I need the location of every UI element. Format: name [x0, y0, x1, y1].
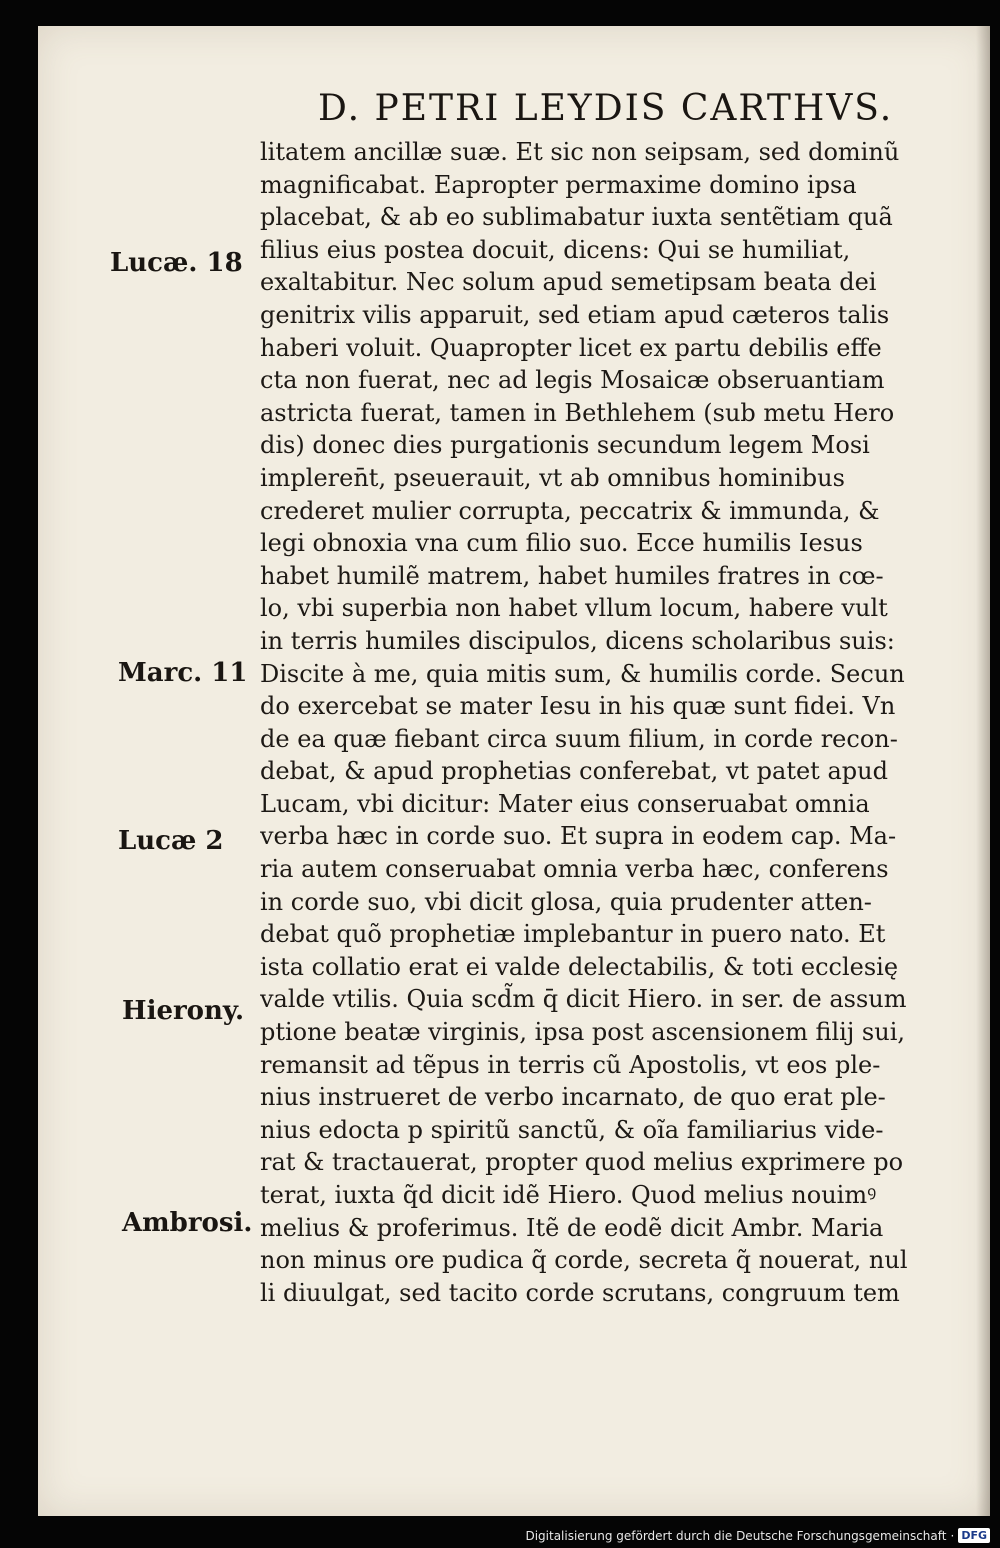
text-line: exaltabitur. Nec solum apud semetipsam beata dei [260, 268, 877, 297]
text-line: haberi voluit. Quapropter licet ex partu debilis effe [260, 333, 882, 362]
margin-note-ambrosi: Ambrosi. [122, 1208, 253, 1238]
text-line: crederet mulier corrupta, peccatrix & immunda, & [260, 496, 880, 525]
text-line: debat quõ prophetiæ implebantur in puero nato. Et [260, 920, 886, 949]
footer-separator: · [950, 1528, 955, 1543]
text-line: melius & proferimus. Itẽ de eodẽ dicit Ambr. Maria [260, 1213, 884, 1242]
dfg-logo-icon: DFG [958, 1528, 990, 1543]
margin-note-marc-11: Marc. 11 [118, 658, 248, 688]
margin-note-lucae-18: Lucæ. 18 [110, 248, 243, 278]
text-line: Discite à me, quia mitis sum, & humilis corde. Secun [260, 659, 905, 688]
text-line: nius edocta p spiritũ sanctũ, & oĩa familiarius vide- [260, 1115, 884, 1144]
text-line: do exercebat se mater Iesu in his quæ sunt fidei. Vn [260, 692, 896, 721]
book-page [38, 26, 990, 1516]
margin-note-hierony: Hierony. [122, 996, 245, 1026]
text-line: magnificabat. Eapropter permaxime domino ipsa [260, 170, 857, 199]
text-line: debat, & apud prophetias conferebat, vt patet apud [260, 757, 888, 786]
margin-note-lucae-2: Lucæ 2 [118, 826, 224, 856]
text-line: non minus ore pudica q̃ corde, secreta q̃ nouerat, nul [260, 1246, 908, 1275]
text-line: litatem ancillæ suæ. Et sic non seipsam, sed dominũ [260, 138, 900, 166]
text-line: lo, vbi superbia non habet vllum locum, habere vult [260, 594, 888, 623]
page-edge-shadow [976, 26, 990, 1516]
text-line: placebat, & ab eo sublimabatur iuxta sentẽtiam quã [260, 203, 893, 232]
text-line: verba hæc in corde suo. Et supra in eodem cap. Ma- [260, 822, 897, 851]
text-line: cta non fuerat, nec ad legis Mosaicæ obseruantiam [260, 366, 885, 395]
text-line: dis) donec dies purgationis secundum legem Mosi [260, 431, 870, 460]
text-line: rat & tractauerat, propter quod melius exprimere po [260, 1148, 904, 1177]
text-line: legi obnoxia vna cum filio suo. Ecce humilis Iesus [260, 529, 863, 558]
text-line: astricta fuerat, tamen in Bethlehem (sub metu Hero [260, 398, 895, 427]
text-line: ista collatio erat ei valde delectabilis, & toti ecclesię [260, 952, 899, 981]
text-line: filius eius postea docuit, dicens: Qui se humiliat, [260, 235, 851, 264]
text-line: ptione beatæ virginis, ipsa post ascensionem filij sui, [260, 1018, 905, 1047]
running-head: D. PETRI LEYDIS CARTHVS. [318, 88, 894, 129]
text-line: genitrix vilis apparuit, sed etiam apud cæteros talis [260, 300, 890, 329]
digitization-footer [525, 1528, 990, 1543]
text-line: valde vtilis. Quia scd̃m q̄ dicit Hiero. in ser. de assum [260, 985, 907, 1014]
text-line: terat, iuxta q̃d dicit idẽ Hiero. Quod melius nouimꝰ [260, 1181, 877, 1209]
footer-credit: Digitalisierung gefördert durch die Deutsche Forschungsgemeinschaft [525, 1528, 947, 1543]
text-line: li diuulgat, sed tacito corde scrutans, congruum tem [260, 1278, 900, 1307]
text-line: nius instrueret de verbo incarnato, de quo erat ple- [260, 1083, 886, 1112]
text-line: habet humilẽ matrem, habet humiles fratres in cœ- [260, 561, 884, 590]
text-line: ria autem conseruabat omnia verba hæc, conferens [260, 855, 889, 884]
text-line: impleren̄t, pseuerauit, vt ab omnibus hominibus [260, 463, 845, 492]
text-line: remansit ad tẽpus in terris cũ Apostolis, vt eos ple- [260, 1050, 881, 1079]
text-line: Lucam, vbi dicitur: Mater eius conseruabat omnia [260, 789, 870, 818]
text-line: de ea quæ fiebant circa suum filium, in corde recon- [260, 724, 898, 753]
text-line: in terris humiles discipulos, dicens scholaribus suis: [260, 626, 895, 655]
text-line: in corde suo, vbi dicit glosa, quia prudenter atten- [260, 887, 872, 916]
body-text [260, 136, 960, 1309]
